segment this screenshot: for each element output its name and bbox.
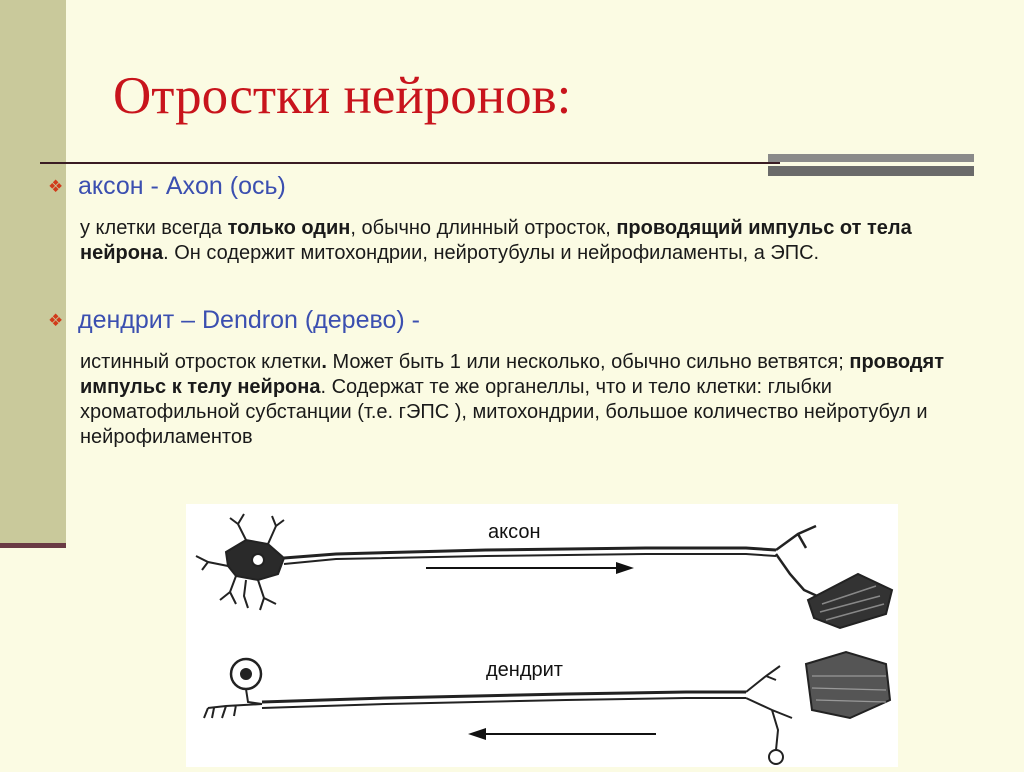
- axon-label: аксон: [488, 521, 541, 543]
- arrow-left-icon: [468, 728, 656, 740]
- bold-text-fragment: только один: [227, 217, 351, 239]
- axon-neuron: [196, 514, 892, 628]
- neuron-figure: [186, 504, 898, 767]
- bullet-heading: аксон - Axon (ось): [78, 172, 286, 200]
- left-decor-band: [0, 0, 66, 548]
- text-fragment: у клетки всегда: [80, 217, 228, 239]
- bold-text-fragment: .: [321, 351, 327, 373]
- bullet-axon: [48, 172, 286, 201]
- title-divider-bar-lower: [768, 166, 974, 176]
- text-fragment: Может быть 1 или несколько, обычно сильно ветвятся;: [326, 351, 850, 373]
- arrow-right-icon: [426, 562, 634, 574]
- dendrite-label: дендрит: [486, 659, 563, 681]
- text-fragment: истинный отросток клетки: [80, 351, 322, 373]
- title-divider: [40, 162, 780, 164]
- left-decor-line: [0, 543, 66, 548]
- slide-title: Отростки нейронов:: [113, 67, 572, 125]
- text-fragment: . Он содержит митохондрии, нейротубулы и нейрофиламенты, а ЭПС.: [163, 242, 820, 264]
- bullet-dendrite: [48, 306, 420, 335]
- diamond-bullet-icon: ❖: [48, 310, 64, 330]
- text-fragment: . Содержат те же органеллы, что и тело клетки: глыбки хроматофильной субстанции (т.е. гЭПС ), митохондрии, большое количество нейротубул и нейрофиламентов: [80, 376, 928, 448]
- diamond-bullet-icon: ❖: [48, 176, 64, 196]
- bold-text-fragment: проводят импульс к телу нейрона: [80, 351, 945, 398]
- text-fragment: , обычно длинный отросток,: [350, 217, 617, 239]
- title-divider-bar: [768, 154, 974, 162]
- bullet-text-dendrite: [80, 350, 960, 450]
- bullet-text-axon: [80, 216, 960, 266]
- neuron-diagram: [186, 504, 898, 767]
- bold-text-fragment: проводящий импульс от тела нейрона: [80, 217, 912, 264]
- bullet-heading: дендрит – Dendron (дерево) -: [78, 306, 420, 334]
